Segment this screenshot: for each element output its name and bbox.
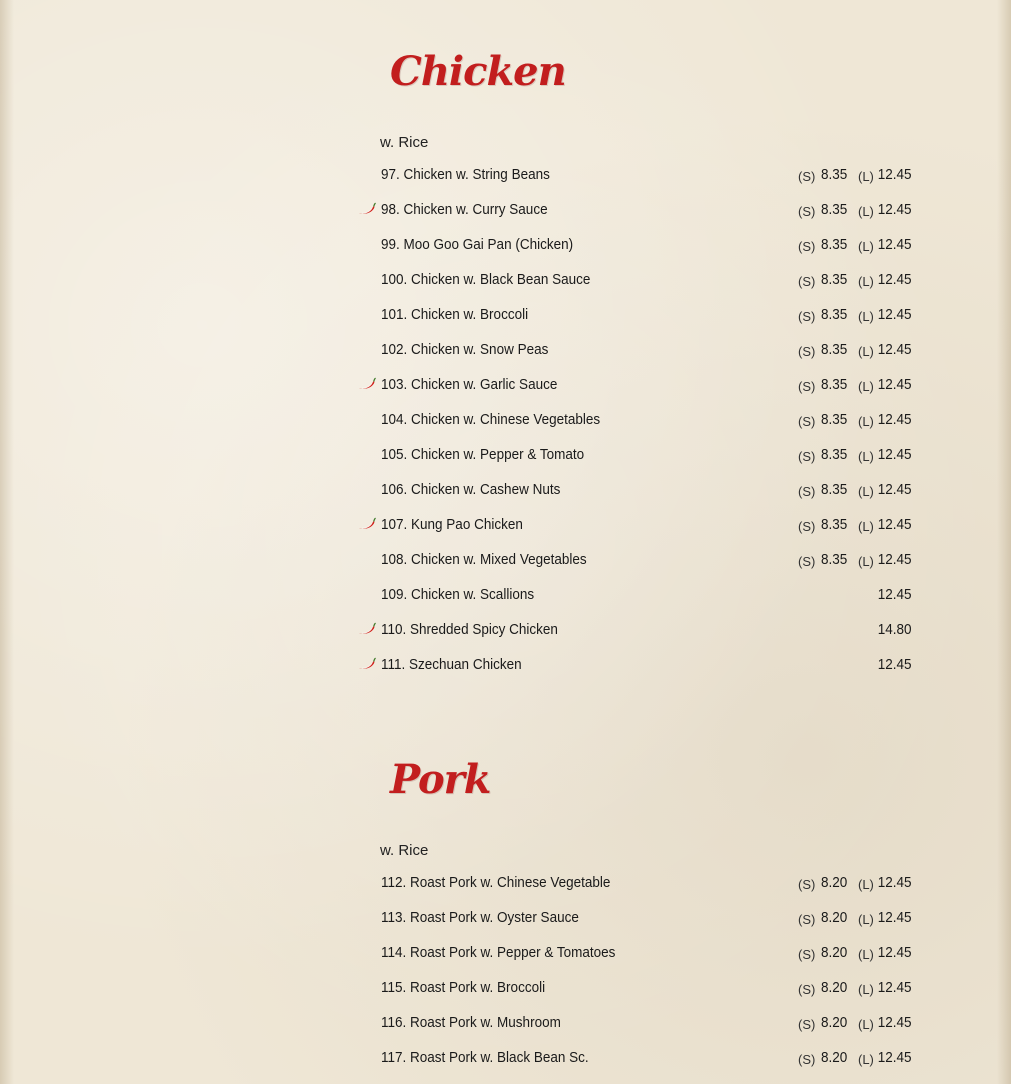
menu-item [0,866,1011,901]
large-size-label: (L) [858,344,874,359]
chili-pepper-icon [358,517,376,531]
small-size-label: (S) [798,912,816,927]
item-name: 102. Chicken w. Snow Peas [381,341,549,358]
menu-item [0,403,1011,438]
menu-item [0,158,1011,193]
small-size-label: (S) [798,204,816,219]
large-price: 12.45 [878,874,912,891]
item-name: 115. Roast Pork w. Broccoli [381,979,546,996]
item-name: 97. Chicken w. String Beans [381,166,550,183]
menu-item [0,333,1011,368]
small-size-label: (S) [798,554,816,569]
item-name: 105. Chicken w. Pepper & Tomato [381,446,585,463]
large-size-label: (L) [858,239,874,254]
small-price: 8.20 [821,909,848,926]
large-price: 12.45 [878,1014,912,1031]
small-size-label: (S) [798,947,816,962]
large-price: 12.45 [878,979,912,996]
small-size-label: (S) [798,877,816,892]
small-price: 8.20 [821,979,848,996]
item-name: 113. Roast Pork w. Oyster Sauce [381,909,579,926]
large-price: 12.45 [878,341,912,358]
small-price: 8.35 [821,306,848,323]
menu-item [0,971,1011,1006]
small-price: 8.20 [821,874,848,891]
small-size-label: (S) [798,169,816,184]
menu-item [0,1006,1011,1041]
item-name: 103. Chicken w. Garlic Sauce [381,376,558,393]
menu-item [0,578,1011,613]
small-size-label: (S) [798,309,816,324]
section-title: Chicken [390,48,566,95]
item-name: 109. Chicken w. Scallions [381,586,535,603]
menu-item [0,298,1011,333]
menu-item-list [0,866,1011,1076]
large-price: 12.45 [878,944,912,961]
large-price: 12.45 [878,656,912,673]
item-name: 110. Shredded Spicy Chicken [381,621,558,638]
small-price: 8.35 [821,376,848,393]
small-price: 8.35 [821,411,848,428]
large-price: 12.45 [878,909,912,926]
small-size-label: (S) [798,239,816,254]
menu-item [0,193,1011,228]
large-size-label: (L) [858,1017,874,1032]
menu-item [0,543,1011,578]
menu-item [0,228,1011,263]
menu-item [0,613,1011,648]
small-size-label: (S) [798,344,816,359]
small-size-label: (S) [798,484,816,499]
large-size-label: (L) [858,912,874,927]
item-name: 112. Roast Pork w. Chinese Vegetable [381,874,611,891]
section-note: w. Rice [380,134,429,151]
menu-item [0,936,1011,971]
small-size-label: (S) [798,274,816,289]
large-price: 12.45 [878,446,912,463]
large-price: 12.45 [878,411,912,428]
large-price: 12.45 [878,551,912,568]
large-size-label: (L) [858,484,874,499]
item-name: 100. Chicken w. Black Bean Sauce [381,271,591,288]
item-name: 114. Roast Pork w. Pepper & Tomatoes [381,944,616,961]
large-price: 12.45 [878,376,912,393]
large-price: 12.45 [878,481,912,498]
small-price: 8.35 [821,551,848,568]
small-size-label: (S) [798,1052,816,1067]
large-size-label: (L) [858,169,874,184]
menu-item [0,1041,1011,1076]
item-name: 104. Chicken w. Chinese Vegetables [381,411,601,428]
large-price: 12.45 [878,201,912,218]
item-name: 106. Chicken w. Cashew Nuts [381,481,561,498]
small-price: 8.35 [821,236,848,253]
large-price: 12.45 [878,586,912,603]
large-price: 12.45 [878,166,912,183]
chili-pepper-icon [358,622,376,636]
menu-item [0,263,1011,298]
menu-item [0,508,1011,543]
large-price: 12.45 [878,516,912,533]
small-price: 8.20 [821,944,848,961]
large-price: 12.45 [878,236,912,253]
menu-item-list [0,158,1011,683]
large-price: 12.45 [878,271,912,288]
small-price: 8.20 [821,1049,848,1066]
small-size-label: (S) [798,414,816,429]
item-name: 111. Szechuan Chicken [381,656,522,673]
section-note: w. Rice [380,842,429,859]
item-name: 98. Chicken w. Curry Sauce [381,201,548,218]
large-size-label: (L) [858,414,874,429]
large-price: 12.45 [878,1049,912,1066]
small-size-label: (S) [798,379,816,394]
item-name: 108. Chicken w. Mixed Vegetables [381,551,587,568]
small-size-label: (S) [798,449,816,464]
chili-pepper-icon [358,202,376,216]
large-size-label: (L) [858,204,874,219]
menu-item [0,648,1011,683]
large-size-label: (L) [858,947,874,962]
item-name: 99. Moo Goo Gai Pan (Chicken) [381,236,574,253]
large-price: 14.80 [878,621,912,638]
small-size-label: (S) [798,519,816,534]
small-price: 8.35 [821,201,848,218]
large-size-label: (L) [858,379,874,394]
large-size-label: (L) [858,554,874,569]
item-name: 107. Kung Pao Chicken [381,516,523,533]
large-size-label: (L) [858,877,874,892]
large-size-label: (L) [858,1052,874,1067]
menu-item [0,901,1011,936]
small-price: 8.35 [821,166,848,183]
item-name: 116. Roast Pork w. Mushroom [381,1014,561,1031]
small-price: 8.35 [821,481,848,498]
menu-item [0,438,1011,473]
small-price: 8.35 [821,446,848,463]
large-size-label: (L) [858,274,874,289]
section-title: Pork [390,756,491,803]
small-size-label: (S) [798,982,816,997]
item-name: 101. Chicken w. Broccoli [381,306,529,323]
item-name: 117. Roast Pork w. Black Bean Sc. [381,1049,589,1066]
large-size-label: (L) [858,309,874,324]
large-size-label: (L) [858,982,874,997]
small-size-label: (S) [798,1017,816,1032]
small-price: 8.35 [821,271,848,288]
small-price: 8.35 [821,341,848,358]
large-size-label: (L) [858,519,874,534]
small-price: 8.35 [821,516,848,533]
chili-pepper-icon [358,657,376,671]
small-price: 8.20 [821,1014,848,1031]
chili-pepper-icon [358,377,376,391]
menu-item [0,368,1011,403]
large-size-label: (L) [858,449,874,464]
large-price: 12.45 [878,306,912,323]
menu-item [0,473,1011,508]
